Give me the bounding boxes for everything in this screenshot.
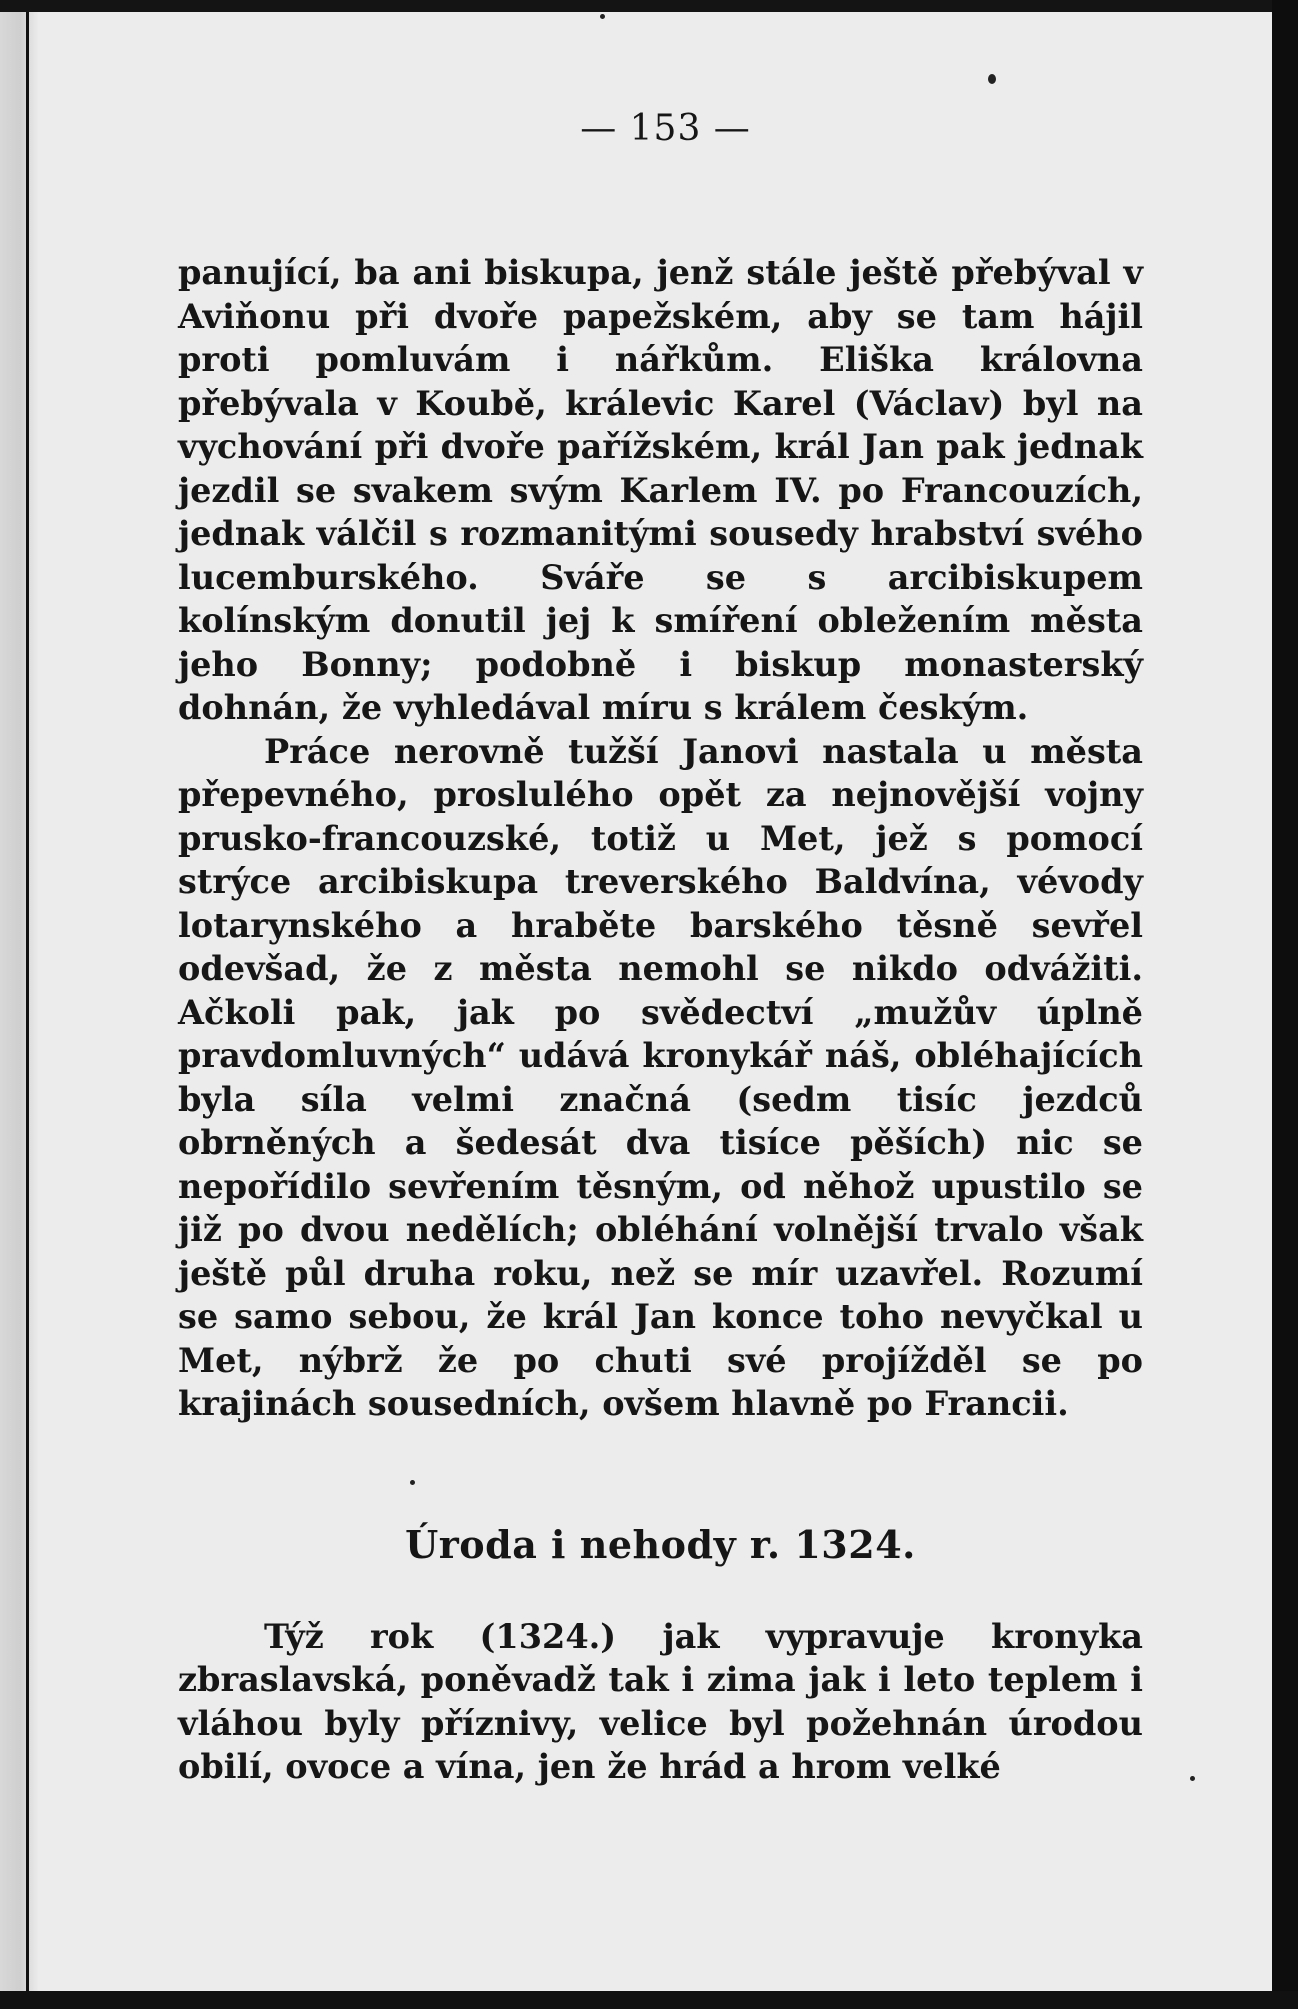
top-border [0, 0, 1298, 12]
bottom-border [0, 1991, 1298, 2009]
paragraph-3-text: Týž rok (1324.) jak vypravuje kronyka zbraslavská, poněvadž tak i zima jak i leto teplem i vláhou byly příznivy, velice byl požehnán úrodou obilí, ovoce a vína, jen že hrád a hrom velké [178, 1616, 1143, 1786]
ink-speck [988, 74, 996, 84]
gutter-shadow [0, 0, 38, 2009]
paragraph-3 [178, 1615, 1143, 1789]
section-heading: Úroda i nehody r. 1324. [405, 1521, 916, 1567]
ink-speck [1190, 1776, 1195, 1781]
paragraph-1 [178, 251, 1143, 730]
paragraph-2-text: Práce nerovně tužší Janovi nastala u města přepevného, proslulého opět za nejnovější vojny prusko-francouzské, totiž u Met, jež s pomocí strýce arcibiskupa treverského Baldvína, vévody lotarynského a hraběte barského těsně sevřel odevšad, že z města nemohl se nikdo odvážiti. Ačkoli pak, jak po svědectví „mužův úplně pravdomluvných“ udává kronykář náš, obléhajících byla síla velmi značná (sedm tisíc jezdců obrněných a šedesát dva tisíce pěších) nic se nepořídilo sevřením těsným, od něhož upustilo se již po dvou nedělích; obléhání volnější trvalo však ještě půl druha roku, než se mír uzavřel. Rozumí se samo sebou, že král Jan konce toho nevyčkal u Met, nýbrž že po chuti své projížděl se po krajinách sousedních, ovšem hlavně po Francii. [178, 731, 1143, 1423]
page-content [178, 108, 1143, 1789]
right-border [1272, 0, 1298, 2009]
paragraph-1-text: panující, ba ani biskupa, jenž stále ještě přebýval v Aviňonu při dvoře papežském, aby se tam hájil proti pomluvám i nářkům. Eliška královna přebývala v Koubě, králevic Karel (Václav) byl na vychování při dvoře pařížském, král Jan pak jednak jezdil se svakem svým Karlem IV. po Francouzích, jednak válčil s rozmanitými sousedy hrabství svého lucemburského. Sváře se s arcibiskupem kolínským donutil jej k smíření obležením města jeho Bonny; podobně i biskup monasterský dohnán, že vyhledával míru s králem českým. [178, 253, 1143, 727]
ink-speck [600, 14, 605, 19]
paragraph-2 [178, 730, 1143, 1426]
page-number: — 153 — [580, 108, 751, 149]
gutter-line [26, 0, 29, 2009]
